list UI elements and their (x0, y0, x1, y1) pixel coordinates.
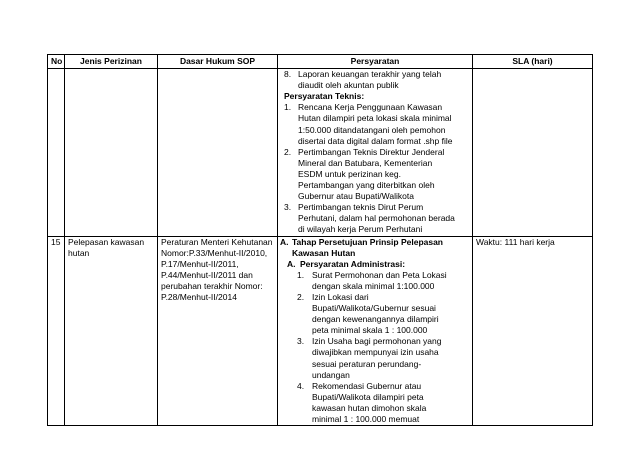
list-item (278, 292, 469, 336)
item-line: sesuai peraturan perundang- (312, 358, 422, 369)
header-sla: SLA (hari) (473, 55, 593, 69)
stage-line: Tahap Persetujuan Prinsip Pelepasan (292, 236, 444, 247)
dasar-line: perubahan terakhir Nomor: (161, 280, 263, 291)
item-number: 1. (297, 269, 305, 280)
table-row-continued (48, 69, 593, 236)
cell-sla-empty (473, 69, 593, 236)
item-line: kawasan hutan dimohon skala (312, 402, 427, 413)
stage-line: Kawasan Hutan (292, 247, 356, 258)
item-line: disertai data digital dalam format .shp file (298, 135, 453, 146)
item-line: Perhutani, dalam hal permohonan berada (298, 213, 455, 224)
item-number: 3. (297, 336, 305, 347)
item-line: minimal 1 : 100.000 memuat (312, 414, 420, 424)
item-number: 1. (284, 102, 292, 113)
item-line: Hutan dilampiri peta lokasi skala minimal (298, 113, 452, 124)
item-line: dengan skala minimal 1:100.000 (312, 280, 435, 291)
cell-jenis-empty (65, 69, 158, 236)
item-line: dengan kewenangannya dilampiri (312, 314, 439, 325)
item-line: di wilayah kerja Perum Perhutani (298, 224, 423, 235)
cell-sla: Waktu: 111 hari kerja (473, 236, 593, 426)
list-item (278, 336, 469, 380)
table-header-row (48, 55, 593, 69)
list-item (278, 270, 469, 292)
item-line: Pertimbangan teknis Dirut Perum (298, 202, 424, 213)
dasar-line: P.28/Menhut-II/2014 (161, 291, 237, 302)
item-line: diwajibkan mempunyai izin usaha (312, 347, 439, 358)
item-number: 3. (284, 202, 292, 213)
item-number: 8. (284, 69, 292, 80)
cell-no: 15 (48, 236, 65, 426)
stage-letter: A. (280, 236, 289, 247)
cell-persyaratan-continued (278, 69, 473, 236)
item-line: Rencana Kerja Penggunaan Kawasan (298, 102, 443, 113)
cell-dasar-hukum (158, 236, 278, 426)
item-line: diaudit oleh akuntan publik (298, 80, 399, 91)
item-line: undangan (312, 369, 350, 380)
dasar-line: Nomor:P.33/Menhut-II/2010, (161, 247, 268, 258)
item-line: Pertambangan yang diterbitkan oleh (298, 180, 435, 191)
list-item (278, 102, 469, 146)
item-number: 2. (297, 291, 305, 302)
list-item (278, 381, 469, 425)
header-dasar-hukum: Dasar Hukum SOP (158, 55, 278, 69)
item-line: Gubernur atau Bupati/Walikota (298, 191, 414, 202)
item-line: Bupati/Walikota dilampiri peta (312, 391, 424, 402)
cell-dasar-empty (158, 69, 278, 236)
header-persyaratan: Persyaratan (278, 55, 473, 69)
item-line: ESDM untuk perizinan keg. (298, 168, 401, 179)
item-line: Izin Lokasi dari (312, 291, 369, 302)
table-row-15 (48, 236, 593, 426)
item-line: Surat Permohonan dan Peta Lokasi (312, 269, 447, 280)
item-number: 4. (297, 380, 305, 391)
teknis-heading: Persyaratan Teknis: (284, 91, 365, 102)
item-line: Mineral dan Batubara, Kementerian (298, 157, 433, 168)
item-line: peta minimal skala 1 : 100.000 (312, 325, 428, 336)
list-item (278, 202, 469, 235)
cell-jenis-perizinan: Pelepasan kawasan hutan (65, 236, 158, 426)
item-line: Pertimbangan Teknis Direktur Jenderal (298, 146, 445, 157)
cell-persyaratan (278, 236, 473, 426)
admin-letter: A. (287, 258, 296, 269)
stage-heading (278, 237, 469, 259)
dasar-line: P.17/Menhut-II/2011, (161, 258, 239, 269)
list-item (278, 147, 469, 202)
item-line: 1:50.000 ditandatangani oleh pemohon (298, 124, 446, 135)
item-line: Rekomendasi Gubernur atau (312, 380, 422, 391)
item-line: Laporan keuangan terakhir yang telah (298, 69, 442, 80)
admin-heading (278, 259, 469, 270)
item-line: Izin Usaha bagi permohonan yang (312, 336, 442, 347)
dasar-line: Peraturan Menteri Kehutanan (161, 236, 273, 247)
header-jenis-perizinan: Jenis Perizinan (65, 55, 158, 69)
header-no: No (48, 55, 65, 69)
cell-no-empty (48, 69, 65, 236)
dasar-line: P.44/Menhut-II/2011 dan (161, 269, 253, 280)
admin-label: Persyaratan Administrasi: (300, 258, 406, 269)
item-line: Bupati/Walikota/Gubernur sesuai (312, 303, 436, 314)
item-number: 2. (284, 146, 292, 157)
list-item (278, 69, 469, 91)
permit-table (47, 54, 593, 426)
